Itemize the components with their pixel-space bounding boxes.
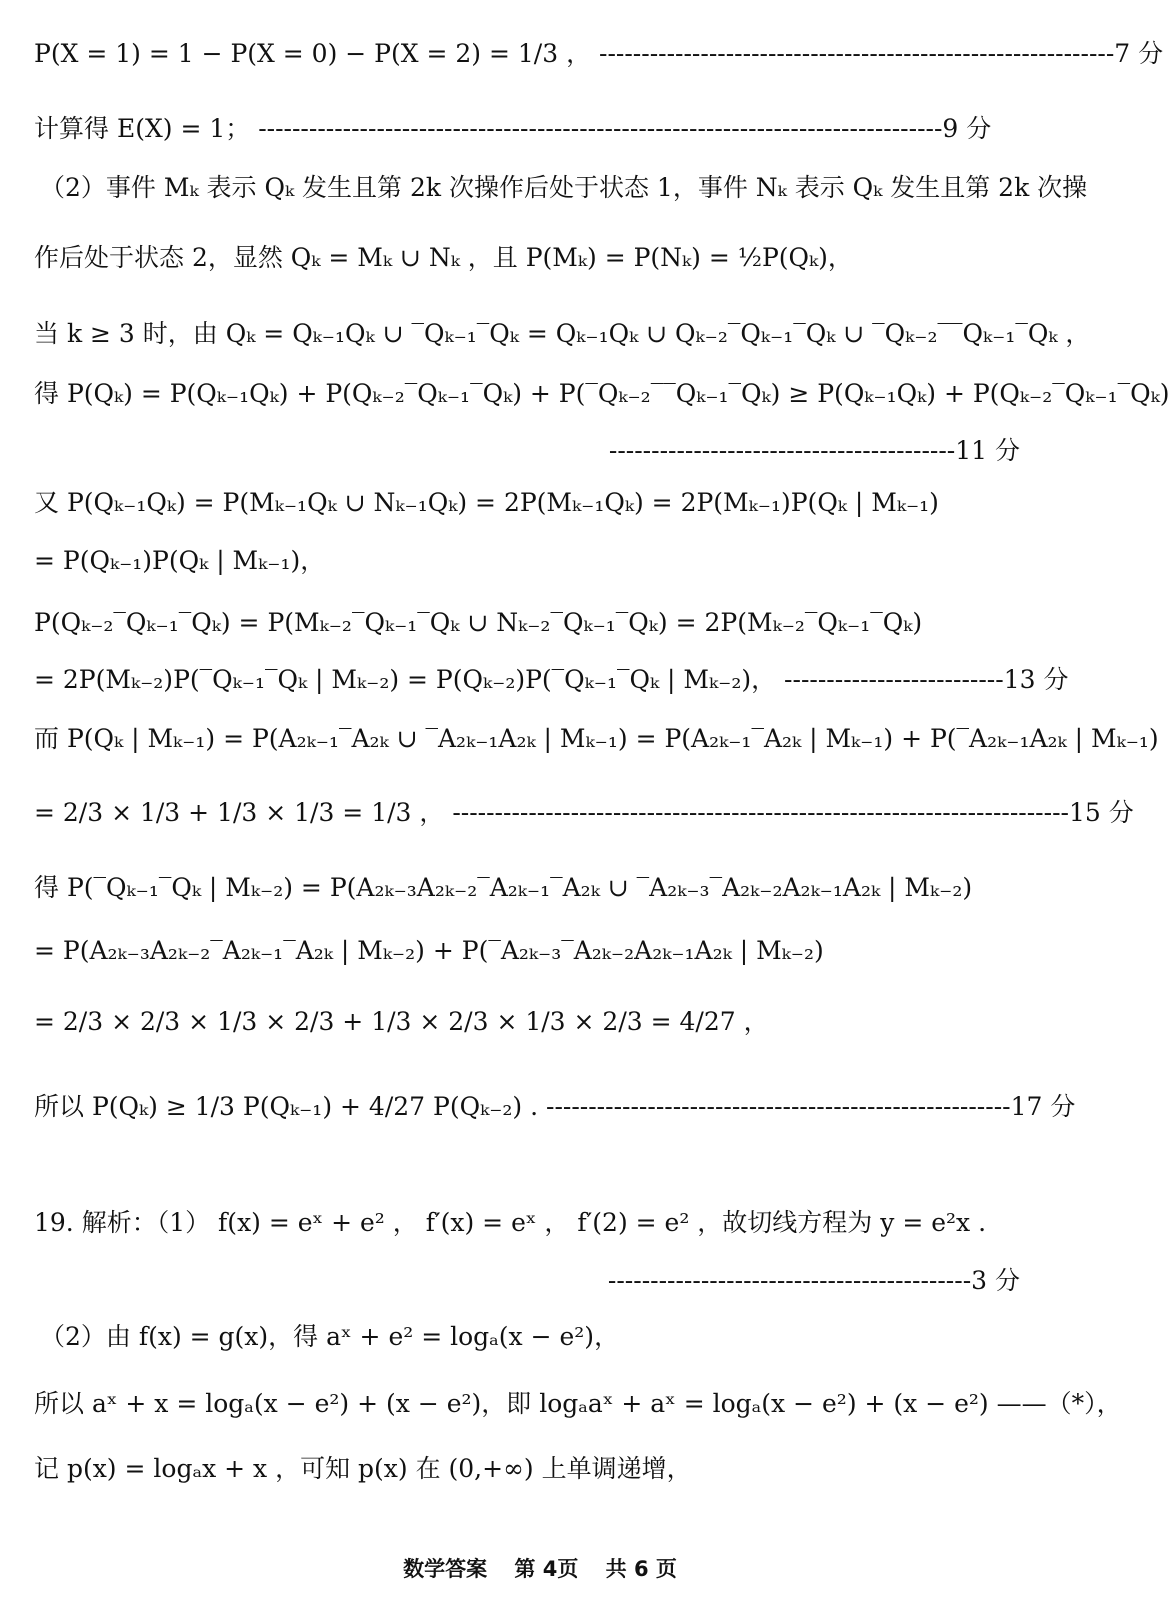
footer-total: 共 6 页 [605, 1557, 677, 1581]
line-3: （2）事件 Mₖ 表示 Qₖ 发生且第 2k 次操作后处于状态 1，事件 Nₖ 表示 Qₖ 发生且第 2k 次操 [40, 173, 1088, 202]
line-5: 当 k ≥ 3 时，由 Qₖ = Qₖ₋₁Qₖ ∪ ‾Qₖ₋₁‾Qₖ = Qₖ₋₁Qₖ ∪ Qₖ₋₂‾Qₖ₋₁‾Qₖ ∪ ‾Qₖ₋₂‾‾Qₖ₋₁‾Qₖ ， [34, 319, 1091, 348]
line-14: 得 P(‾Qₖ₋₁‾Qₖ | Mₖ₋₂) = P(A₂ₖ₋₃A₂ₖ₋₂‾A₂ₖ₋₁‾A₂ₖ ∪ ‾A₂ₖ₋₃‾A₂ₖ₋₂A₂ₖ₋₁A₂ₖ | Mₖ₋₂) [34, 873, 973, 902]
line-18: 19. 解析：（1） f(x) = eˣ + e² ， f′(x) = eˣ ， f′(2) = e² ，故切线方程为 y = e²x . [34, 1208, 987, 1237]
line-11: = 2P(Mₖ₋₂)P(‾Qₖ₋₁‾Qₖ | Mₖ₋₂) = P(Qₖ₋₂)P(‾Qₖ₋₁‾Qₖ | Mₖ₋₂)， --------------------------13 分 [34, 665, 1069, 694]
score-11: -----------------------------------------11 分 [608, 436, 1020, 465]
footer-page: 第 4页 [514, 1557, 579, 1581]
line-4: 作后处于状态 2，显然 Qₖ = Mₖ ∪ Nₖ ，且 P(Mₖ) = P(Nₖ) = ½P(Qₖ)， [34, 243, 853, 272]
line-21: 所以 aˣ + x = logₐ(x − e²) + (x − e²)，即 logₐaˣ + aˣ = logₐ(x − e²) + (x − e²) ——（*）， [34, 1389, 1122, 1418]
line-8: 又 P(Qₖ₋₁Qₖ) = P(Mₖ₋₁Qₖ ∪ Nₖ₋₁Qₖ) = 2P(Mₖ₋₁Qₖ) = 2P(Mₖ₋₁)P(Qₖ | Mₖ₋₁) [34, 488, 939, 517]
line-13: = 2/3 × 1/3 + 1/3 × 1/3 = 1/3 ， -------------------------------------------------------------------------15 分 [34, 798, 1134, 827]
line-2: 计算得 E(X) = 1； ---------------------------------------------------------------------------------9 分 [34, 114, 992, 143]
line-10: P(Qₖ₋₂‾Qₖ₋₁‾Qₖ) = P(Mₖ₋₂‾Qₖ₋₁‾Qₖ ∪ Nₖ₋₂‾Qₖ₋₁‾Qₖ) = 2P(Mₖ₋₂‾Qₖ₋₁‾Qₖ) [34, 608, 923, 637]
score-3: -------------------------------------------3 分 [607, 1266, 1020, 1295]
line-1: P(X = 1) = 1 − P(X = 0) − P(X = 2) = 1/3 ， -------------------------------------------------------------7 分 [34, 39, 1164, 68]
line-22: 记 p(x) = logₐx + x ，可知 p(x) 在 (0,+∞) 上单调递增， [34, 1454, 692, 1483]
line-17: 所以 P(Qₖ) ≥ 1/3 P(Qₖ₋₁) + 4/27 P(Qₖ₋₂) . -------------------------------------------------------17 分 [34, 1092, 1076, 1121]
line-20: （2）由 f(x) = g(x)，得 aˣ + e² = logₐ(x − e²)， [40, 1322, 620, 1351]
page-footer [0, 1553, 1080, 1583]
line-6: 得 P(Qₖ) = P(Qₖ₋₁Qₖ) + P(Qₖ₋₂‾Qₖ₋₁‾Qₖ) + P(‾Qₖ₋₂‾‾Qₖ₋₁‾Qₖ) ≥ P(Qₖ₋₁Qₖ) + P(Qₖ₋₂‾Qₖ₋₁‾Qₖ) [34, 379, 1169, 408]
line-12: 而 P(Qₖ | Mₖ₋₁) = P(A₂ₖ₋₁‾A₂ₖ ∪ ‾A₂ₖ₋₁A₂ₖ | Mₖ₋₁) = P(A₂ₖ₋₁‾A₂ₖ | Mₖ₋₁) + P(‾A₂ₖ₋₁A₂ₖ | Mₖ₋₁) [34, 724, 1159, 753]
line-9: = P(Qₖ₋₁)P(Qₖ | Mₖ₋₁)， [34, 546, 326, 575]
footer-subject: 数学答案 [403, 1557, 488, 1581]
line-16: = 2/3 × 2/3 × 1/3 × 2/3 + 1/3 × 2/3 × 1/3 × 2/3 = 4/27 ， [34, 1007, 769, 1036]
line-15: = P(A₂ₖ₋₃A₂ₖ₋₂‾A₂ₖ₋₁‾A₂ₖ | Mₖ₋₂) + P(‾A₂ₖ₋₃‾A₂ₖ₋₂A₂ₖ₋₁A₂ₖ | Mₖ₋₂) [34, 936, 824, 965]
